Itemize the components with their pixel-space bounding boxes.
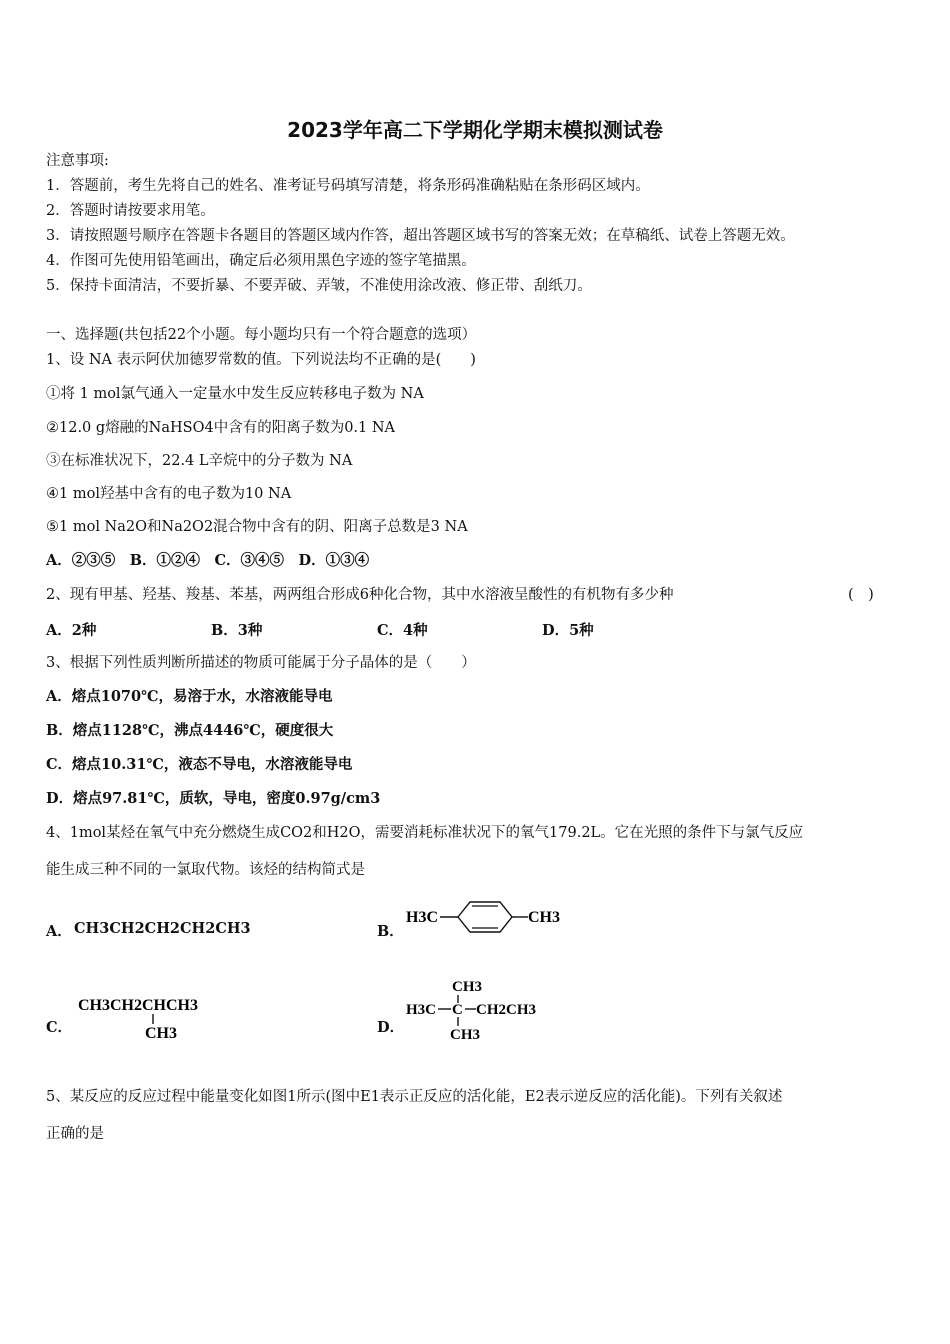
q4-option-d-label: D． — [377, 1019, 405, 1036]
q3-option-d: D．熔点97.81℃，质软，导电，密度0.97g/cm3 — [46, 790, 381, 807]
q1-statement-5: ⑤1 mol Na2O和Na2O2混合物中含有的阴、阳离子总数是3 NA — [46, 519, 468, 535]
q1-statement-4: ④1 mol羟基中含有的电子数为10 NA — [46, 486, 292, 502]
q5-stem-line1: 5、某反应的反应过程中能量变化如图1所示(图中E1表示正反应的活化能，E2表示逆反应的活化能)。下列有关叙述 — [46, 1089, 783, 1105]
q2-stem: 2、现有甲基、羟基、羧基、苯基，两两组合形成6种化合物，其中水溶液呈酸性的有机物有多少种 — [46, 587, 674, 603]
q4-option-b-left-group: H3C — [406, 909, 438, 926]
q4-option-b-structure — [400, 896, 570, 940]
q4-option-c-branch: CH3 — [145, 1025, 177, 1042]
q4-option-b-label: B． — [377, 923, 404, 940]
q1-statement-1: ①将 1 mol氯气通入一定量水中发生反应转移电子数为 NA — [46, 386, 424, 402]
q2-option-d: D．5种 — [542, 622, 594, 639]
q4-option-d-bottom-group: CH3 — [450, 1027, 480, 1043]
q2-answer-paren: ( ) — [848, 587, 874, 603]
notice-item: 2．答题时请按要求用笔。 — [46, 203, 215, 219]
notice-item: 4．作图可先使用铅笔画出，确定后必须用黑色字迹的签字笔描黑。 — [46, 253, 476, 269]
q4-option-c-label: C． — [46, 1019, 73, 1036]
page-title: 2023学年高二下学期化学期末模拟测试卷 — [287, 118, 663, 142]
q4-stem-line2: 能生成三种不同的一氯取代物。该烃的结构简式是 — [46, 862, 365, 878]
section-heading: 一、选择题(共包括22个小题。每小题均只有一个符合题意的选项） — [46, 327, 477, 343]
notice-item: 5．保持卡面清洁，不要折暴、不要弄破、弄皱，不准使用涂改液、修正带、刮纸刀。 — [46, 278, 592, 294]
q4-option-a-label: A． — [46, 923, 72, 940]
q2-option-a: A．2种 — [46, 622, 97, 639]
q4-option-c-main-chain: CH3CH2CHCH3 — [78, 997, 198, 1014]
q4-option-d-top-group: CH3 — [452, 979, 482, 995]
notice-item: 3．请按照题号顺序在答题卡各题目的答题区域内作答，超出答题区域书写的答案无效；在草稿纸、试卷上答题无效。 — [46, 228, 795, 244]
q1-stem: 1、设 NA 表示阿伏加德罗常数的值。下列说法均不正确的是( ) — [46, 352, 476, 368]
q4-option-d-right-group: CH2CH3 — [476, 1002, 536, 1018]
q4-option-d-structure — [404, 972, 554, 1046]
q2-option-c: C．4种 — [377, 622, 428, 639]
q4-option-d-center-atom: C — [452, 1002, 463, 1018]
q4-option-a-formula: CH3CH2CH2CH2CH3 — [74, 920, 251, 937]
q1-statement-3: ③在标准状况下，22.4 L辛烷中的分子数为 NA — [46, 453, 353, 469]
q3-option-b: B．熔点1128℃，沸点4446℃，硬度很大 — [46, 722, 334, 739]
q4-option-b-right-group: CH3 — [528, 909, 560, 926]
q3-stem: 3、根据下列性质判断所描述的物质可能属于分子晶体的是（ ） — [46, 655, 476, 671]
notice-item: 1．答题前，考生先将自己的姓名、准考证号码填写清楚，将条形码准确粘贴在条形码区域内。 — [46, 178, 650, 194]
q4-option-d-left-group: H3C — [406, 1002, 436, 1018]
q1-options: A．②③⑤ B．①②④ C．③④⑤ D．①③④ — [46, 552, 370, 569]
q4-option-c-structure — [74, 990, 224, 1046]
q3-option-a: A．熔点1070℃，易溶于水，水溶液能导电 — [46, 688, 333, 705]
q5-stem-line2: 正确的是 — [46, 1126, 104, 1142]
q2-option-b: B．3种 — [211, 622, 263, 639]
q3-option-c: C．熔点10.31℃，液态不导电，水溶液能导电 — [46, 756, 353, 773]
q4-stem-line1: 4、1mol某烃在氧气中充分燃烧生成CO2和H2O，需要消耗标准状况下的氧气179.2L。它在光照的条件下与氯气反应 — [46, 825, 804, 841]
notice-heading: 注意事项: — [46, 153, 109, 169]
q1-statement-2: ②12.0 g熔融的NaHSO4中含有的阳离子数为0.1 NA — [46, 420, 396, 436]
